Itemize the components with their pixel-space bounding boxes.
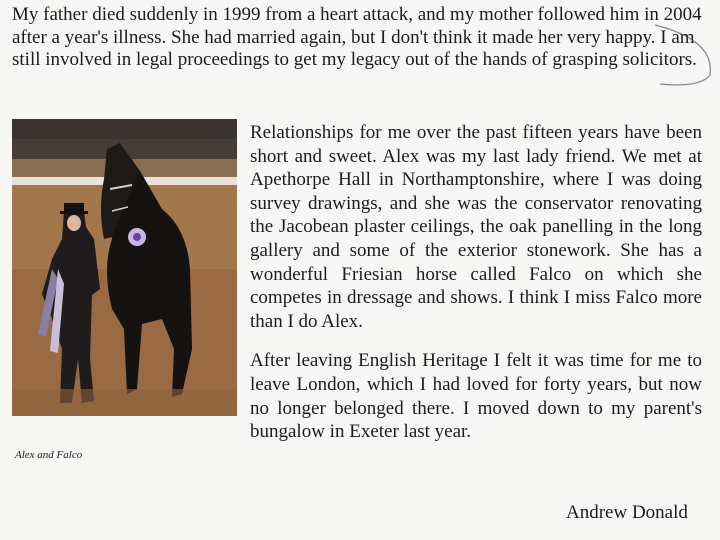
- intro-paragraph: My father died suddenly in 1999 from a heart attack, and my mother followed him in 2004 after a year's illness. She had married again, but I don't think it made her very happy. I am still involved in legal proceedings to get my legacy out of the hands of grasping solicitors.: [12, 4, 702, 70]
- body-text-column: [250, 121, 702, 444]
- photo-caption: Alex and Falco: [15, 449, 83, 461]
- body-paragraph-relationships: Relationships for me over the past fifteen years have been short and sweet. Alex was my last lady friend. We met at Apethorpe Hall in Northamptonshire, where I was doing survey drawings, and she was the conservator renovating the Jacobean plaster ceilings, the oak panelling in the long gallery and some of the exterior stonework. She has a wonderful Friesian horse called Falco on which she competes in dressage and shows. I think I miss Falco more than I do Alex.: [250, 122, 702, 332]
- photo-illustration: [12, 119, 237, 416]
- photo-alex-and-falco: [12, 119, 237, 416]
- signature: Andrew Donald: [566, 502, 688, 523]
- body-paragraph-moving: After leaving English Heritage I felt it was time for me to leave London, which I had loved for forty years, but now no longer belonged there. I moved down to my parent's bungalow in Exeter last year.: [250, 350, 702, 443]
